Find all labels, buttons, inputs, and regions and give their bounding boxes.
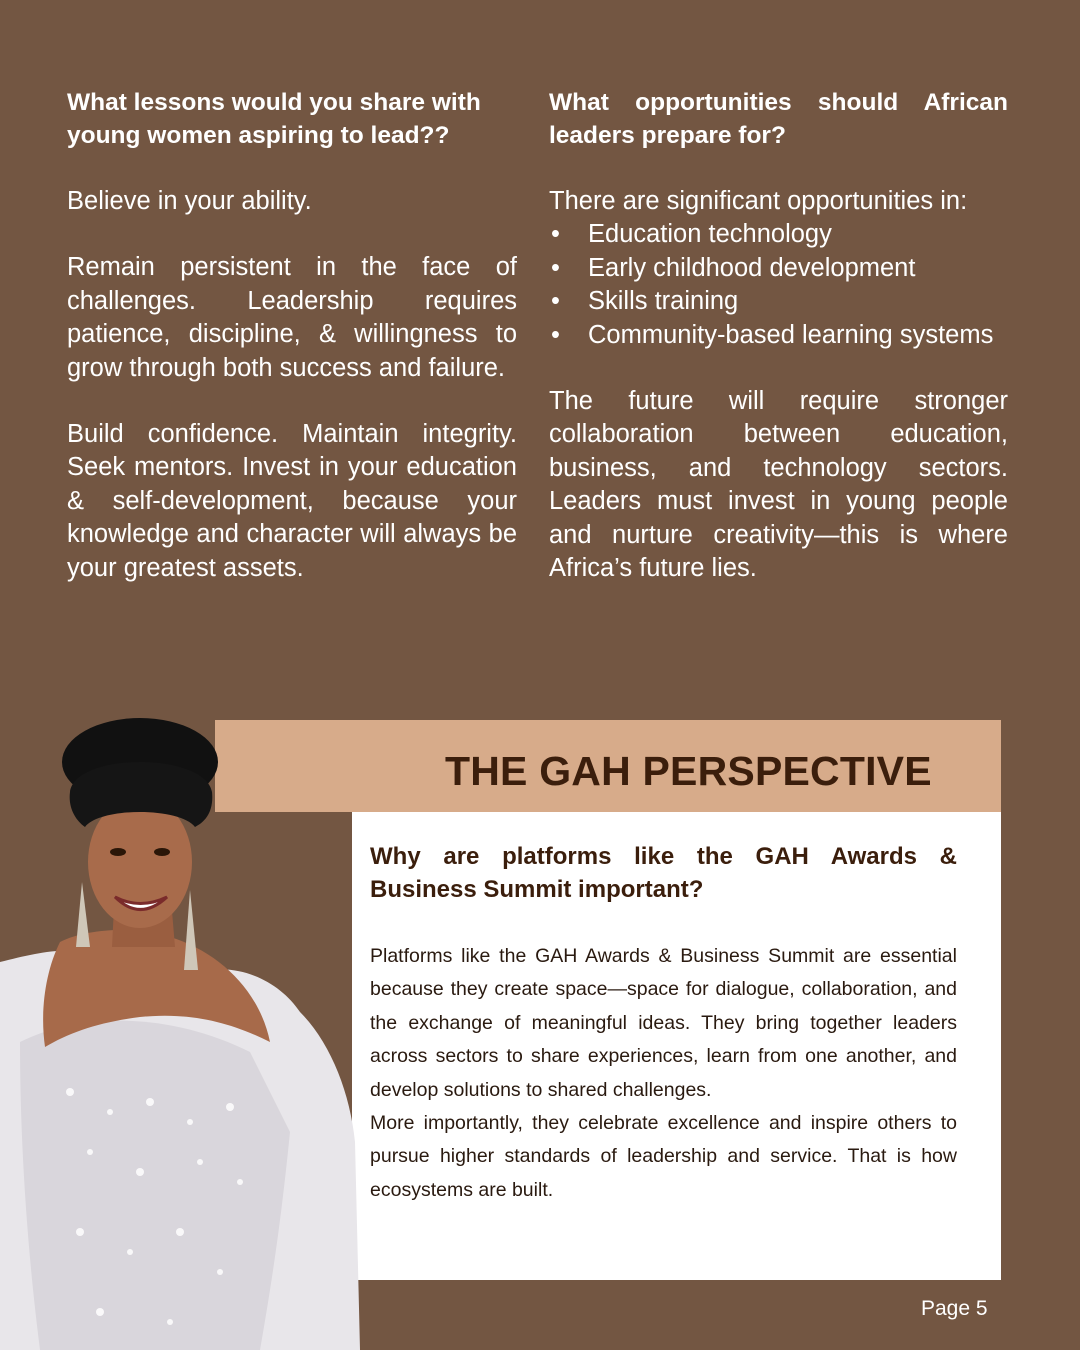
answer-paragraph: Remain persistent in the face of challenges. Leadership requires patience, discipline, & willingness to grow through both success and failure. bbox=[67, 253, 517, 382]
perspective-body bbox=[370, 940, 957, 1207]
list-item: • Early childhood development bbox=[549, 252, 1008, 285]
opportunity-list bbox=[549, 218, 1008, 352]
answer-paragraph: Build confidence. Maintain integrity. Seek mentors. Invest in your education & self-development, because your knowledge and character will always be your greatest assets. bbox=[67, 420, 517, 582]
question-heading: What lessons would you share with young women aspiring to lead?? bbox=[67, 89, 481, 149]
perspective-card bbox=[352, 812, 1001, 1280]
section-title: THE GAH PERSPECTIVE bbox=[445, 748, 932, 794]
body-paragraph: More importantly, they celebrate excellence and inspire others to pursue higher standards of leadership and service. That is how ecosystems are built. bbox=[370, 1112, 957, 1201]
perspective-question: Why are platforms like the GAH Awards & Business Summit important? bbox=[370, 843, 957, 903]
list-item: • Community-based learning systems bbox=[549, 319, 1008, 352]
list-item: • Skills training bbox=[549, 285, 1008, 318]
answer-paragraph: Believe in your ability. bbox=[67, 187, 312, 215]
portrait-photo bbox=[0, 712, 360, 1350]
question-heading: What opportunities should African leaders prepare for? bbox=[549, 89, 1008, 149]
body-paragraph: Platforms like the GAH Awards & Business Summit are essential because they create space—space for dialogue, collaboration, and the exchange of meaningful ideas. They bring together leaders across sectors to share experiences, learn from one another, and develop solutions to shared challenges. bbox=[370, 945, 957, 1101]
list-item: • Education technology bbox=[549, 218, 1008, 251]
right-column bbox=[549, 86, 1008, 585]
left-column bbox=[67, 86, 517, 585]
page-number: Page 5 bbox=[921, 1297, 988, 1320]
answer-paragraph: The future will require stronger collaboration between education, business, and technology sectors. Leaders must invest in young people and nurture creativity—this is where Africa’s future lies. bbox=[549, 387, 1008, 583]
answer-intro: There are significant opportunities in: bbox=[549, 187, 968, 215]
